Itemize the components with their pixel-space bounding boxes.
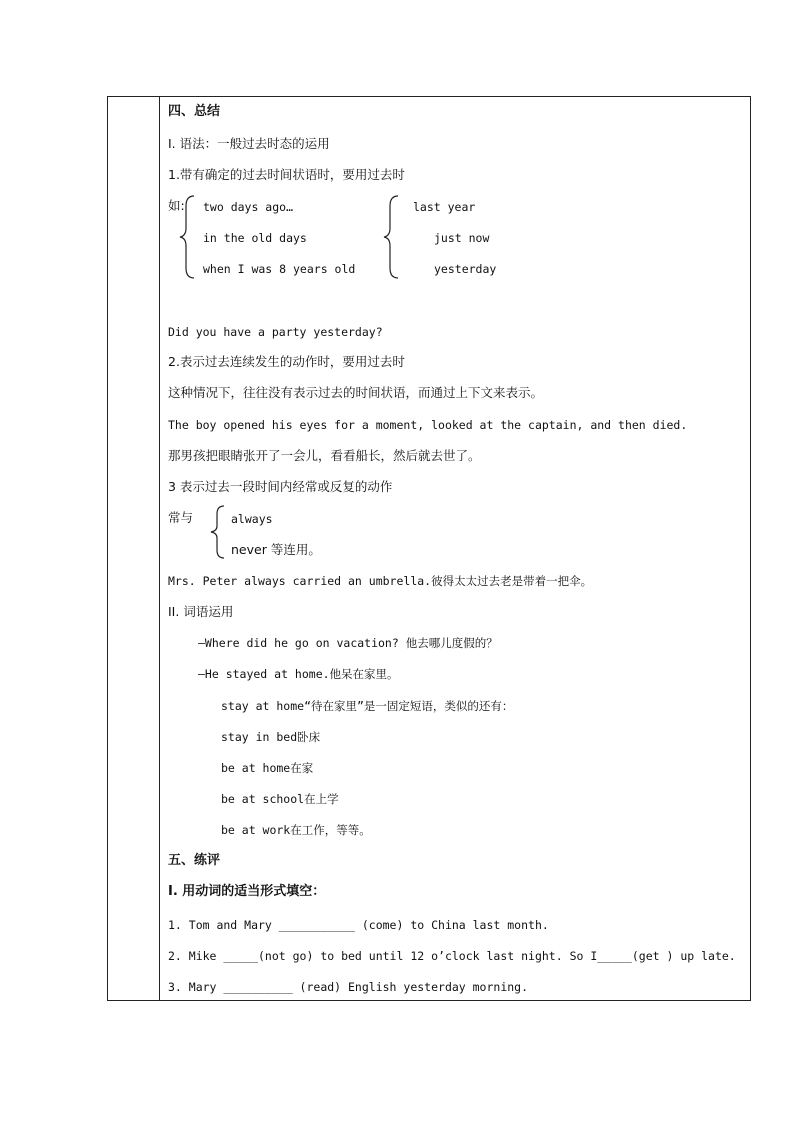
right-item-3: yesterday [434,262,497,276]
example2-cn: 那男孩把眼睛张开了一会儿，看看船长，然后就去世了。 [168,448,481,463]
point3: 3 表示过去一段时间内经常或反复的动作 [168,479,393,494]
freq-brace-icon [208,504,228,560]
exercise-1: 1. Tom and Mary ___________ (come) to China last month. [168,918,549,932]
freq-item-always: always [231,512,273,526]
point2: 2.表示过去连续发生的动作时，要用过去时 [168,354,405,369]
example1: Did you have a party yesterday? [168,325,383,339]
column-divider [159,96,160,1001]
phrase-4: be at work在工作，等等。 [221,823,371,837]
left-item-1: two days ago… [203,200,294,214]
dialog-line-2: —He stayed at home.他呆在家里。 [198,667,399,681]
point2-note: 这种情况下，往往没有表示过去的时间状语，而通过上下文来表示。 [168,385,544,400]
changyu-label: 常与 [168,510,194,525]
phrase-1: stay in bed卧床 [221,730,321,744]
left-item-2: in the old days [203,231,307,245]
right-brace-icon [382,194,402,280]
task-title: I. 用动词的适当形式填空： [168,884,326,899]
vocab-title: II. 词语运用 [168,604,234,619]
example2-en: The boy opened his eyes for a moment, looked at the captain, and then died. [168,418,688,432]
example3: Mrs. Peter always carried an umbrella.彼得太太过去老是带着一把伞。 [168,574,593,588]
section4-heading: 四、总结 [168,104,221,119]
point1: 1.带有确定的过去时间状语时，要用过去时 [168,167,405,182]
phrase-2: be at home在家 [221,761,314,775]
phrase-3: be at school在上学 [221,792,339,806]
section5-heading: 五、练评 [168,853,221,868]
left-brace-icon [178,194,198,280]
dialog-line-1: —Where did he go on vacation? 他去哪儿度假的？ [198,636,498,650]
grammar-title: I. 语法：一般过去时态的运用 [168,136,330,151]
right-item-1: last year [413,200,476,214]
exercise-2: 2. Mike _____(not go) to bed until 12 o’clock last night. So I_____(get ) up late. [168,949,736,963]
left-item-3: when I was 8 years old [203,262,356,276]
phrase-note: stay at home“待在家里”是一固定短语，类似的还有： [221,699,514,713]
right-item-2: just now [434,231,490,245]
ru-label: 如: [168,198,185,213]
exercise-3: 3. Mary __________ (read) English yesterday morning. [168,980,529,994]
freq-item-never: never 等连用。 [231,542,321,557]
